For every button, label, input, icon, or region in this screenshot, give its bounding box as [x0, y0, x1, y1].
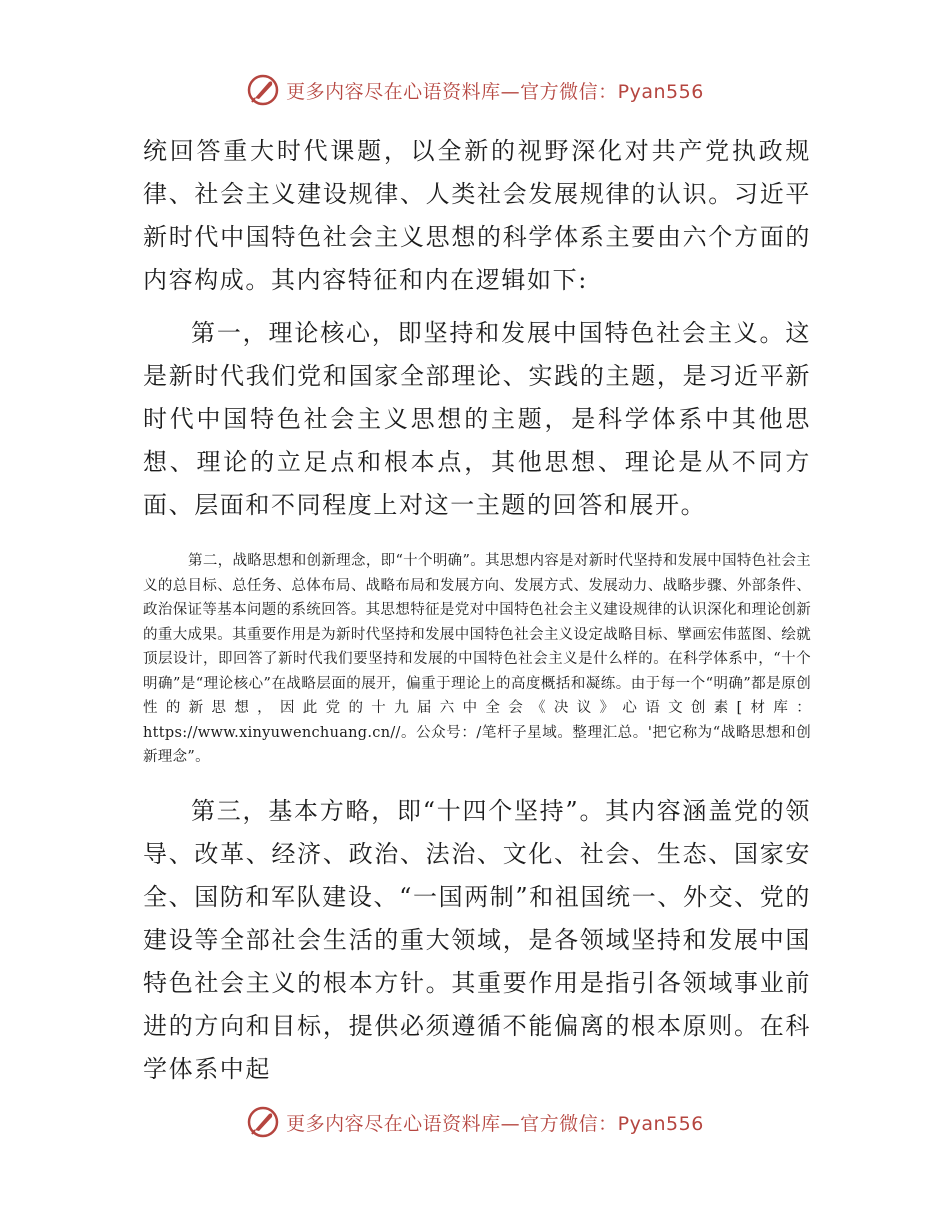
paragraph-second: 第二，战略思想和创新理念，即“十个明确”。其思想内容是对新时代坚持和发展中国特色社会主义的总目标、总任务、总体布局、战略布局和发展方向、发展方式、发展动力、战略步骤、外部条件、政治保证等基本问题的系统回答。其思想特征是党对中国特色社会主义建设规律的认识深化和理论创新的重大成果。其重要作用是为新时代坚持和发展中国特色社会主义设定战略目标、擘画宏伟蓝图、绘就顶层设计，即回答了新时代我们要坚持和发展的中国特色社会主义是什么样的。在科学体系中，“十个明确”是“理论核心”在战略层面的展开，偏重于理论上的高度概括和凝练。由于每一个“明确”都是原创性的新思想，因此党的十九届六中全会《决议》心语文创素[材库：https://www.xinyuwenchuang.cn//。公众号：/笔杆子星域。整理汇总。'把它称为“战略思想和创新理念”。 — [143, 553, 811, 765]
header-banner-text: 更多内容尽在心语资料库—官方微信：Pyan556 — [286, 80, 704, 103]
paragraph-intro: 统回答重大时代课题，以全新的视野深化对共产党执政规律、社会主义建设规律、人类社会发展规律的认识。习近平新时代中国特色社会主义思想的科学体系主要由六个方面的内容构成。其内容特征和内在逻辑如下: — [143, 137, 811, 294]
header-banner — [0, 70, 950, 110]
footer-banner — [0, 1102, 950, 1142]
document-body — [143, 130, 811, 1091]
paragraph-first: 第一，理论核心，即坚持和发展中国特色社会主义。这是新时代我们党和国家全部理论、实践的主题，是习近平新时代中国特色社会主义思想的主题，是科学体系中其他思想、理论的立足点和根本点，其他思想、理论是从不同方面、层面和不同程度上对这一主题的回答和展开。 — [143, 319, 811, 519]
quill-logo-icon — [246, 1105, 280, 1139]
footer-banner-text: 更多内容尽在心语资料库—官方微信：Pyan556 — [286, 1112, 704, 1135]
quill-logo-icon — [246, 73, 280, 107]
paragraph-third: 第三，基本方略，即“十四个坚持”。其内容涵盖党的领导、改革、经济、政治、法治、文化、社会、生态、国家安全、国防和军队建设、“一国两制”和祖国统一、外交、党的建设等全部社会生活的重大领域，是各领域坚持和发展中国特色社会主义的根本方针。其重要作用是指引各领域事业前进的方向和目标，提供必须遵循不能偏离的根本原则。在科学体系中起 — [143, 796, 811, 1083]
